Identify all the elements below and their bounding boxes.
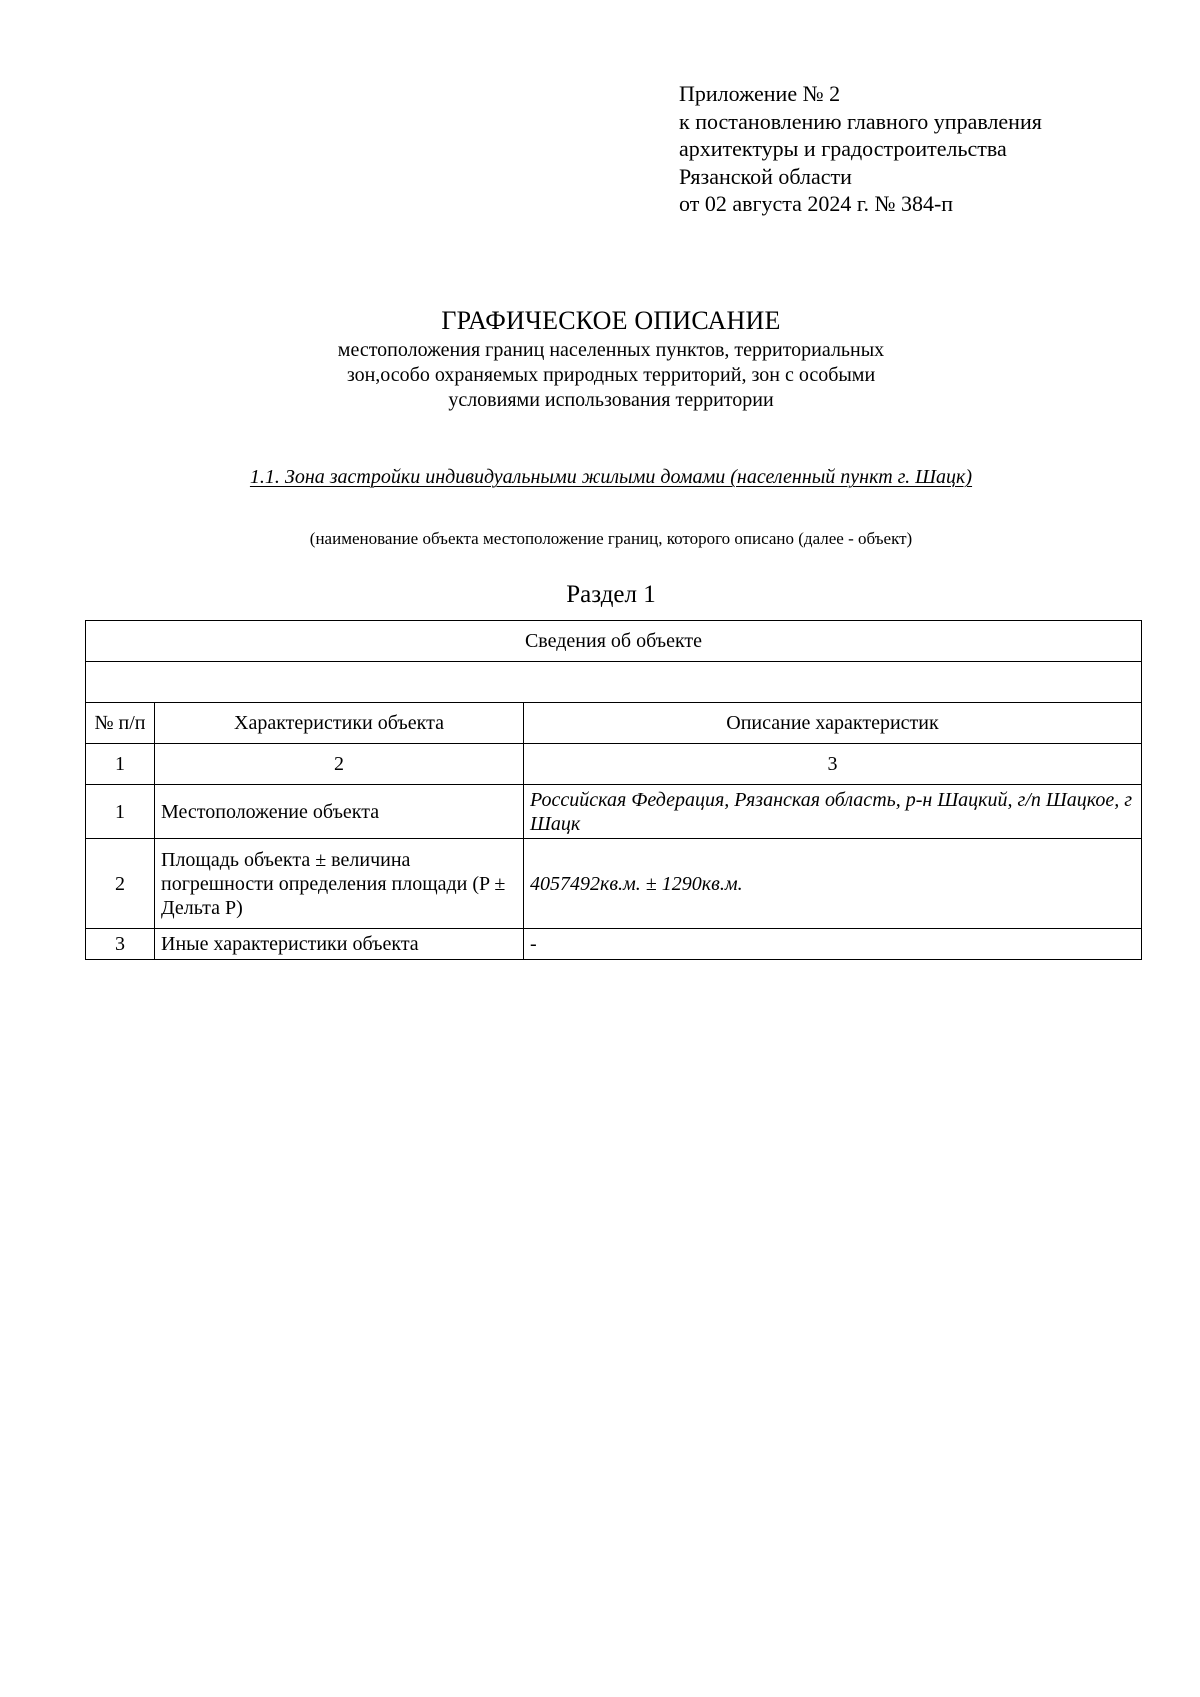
subtitle-line: зон,особо охраняемых природных территорий, зон с особыми (346, 364, 876, 386)
row-num: 1 (86, 785, 155, 839)
appendix-line: архитектуры и градостроительства (679, 136, 1007, 161)
row-characteristic: Иные характеристики объекта (155, 929, 524, 960)
table-row (86, 785, 1142, 839)
appendix-line: к постановлению главного управления (679, 108, 1042, 134)
column-number: 1 (86, 744, 155, 785)
row-value: Российская Федерация, Рязанская область, р-н Шацкий, г/п Шацкое, г Шацк (524, 785, 1142, 839)
table-column-numbers-row (86, 744, 1142, 785)
header-description: Описание характеристик (524, 703, 1142, 744)
document-title: ГРАФИЧЕСКОЕ ОПИСАНИЕ (441, 306, 781, 335)
object-info-table (85, 620, 1142, 960)
appendix-line: Рязанской области (679, 163, 852, 189)
section-title: Раздел 1 (566, 581, 656, 608)
subtitle-line: местоположения границ населенных пунктов, территориальных (337, 339, 885, 361)
table-title-row (86, 621, 1142, 662)
row-num: 2 (86, 839, 155, 929)
object-name-text: 1.1. Зона застройки индивидуальными жилыми домами (населенный пункт г. Шацк) (249, 466, 973, 488)
object-caption: (наименование объекта местоположение границ, которого описано (далее - объект) (309, 529, 913, 548)
object-name (0, 464, 1200, 490)
row-value: 4057492кв.м. ± 1290кв.м. (524, 839, 1142, 929)
row-num: 3 (86, 929, 155, 960)
appendix-line: Приложение № 2 (679, 81, 841, 106)
appendix-line: от 02 августа 2024 г. № 384-п (679, 191, 954, 216)
header-characteristic: Характеристики объекта (155, 703, 524, 744)
subtitle-line: условиями использования территории (448, 389, 774, 411)
table-empty-row (86, 662, 1142, 703)
column-number: 2 (155, 744, 524, 785)
table-row (86, 929, 1142, 960)
table-row (86, 839, 1142, 929)
document-subtitle (0, 338, 1200, 413)
table-title: Сведения об объекте (86, 621, 1142, 662)
row-characteristic: Местоположение объекта (155, 785, 524, 839)
column-number: 3 (524, 744, 1142, 785)
appendix-block (679, 80, 1042, 218)
table-header-row (86, 703, 1142, 744)
table-empty-cell (86, 662, 1142, 703)
row-value: - (524, 929, 1142, 960)
header-num: № п/п (86, 703, 155, 744)
row-characteristic: Площадь объекта ± величина погрешности определения площади (P ± Дельта P) (155, 839, 524, 929)
